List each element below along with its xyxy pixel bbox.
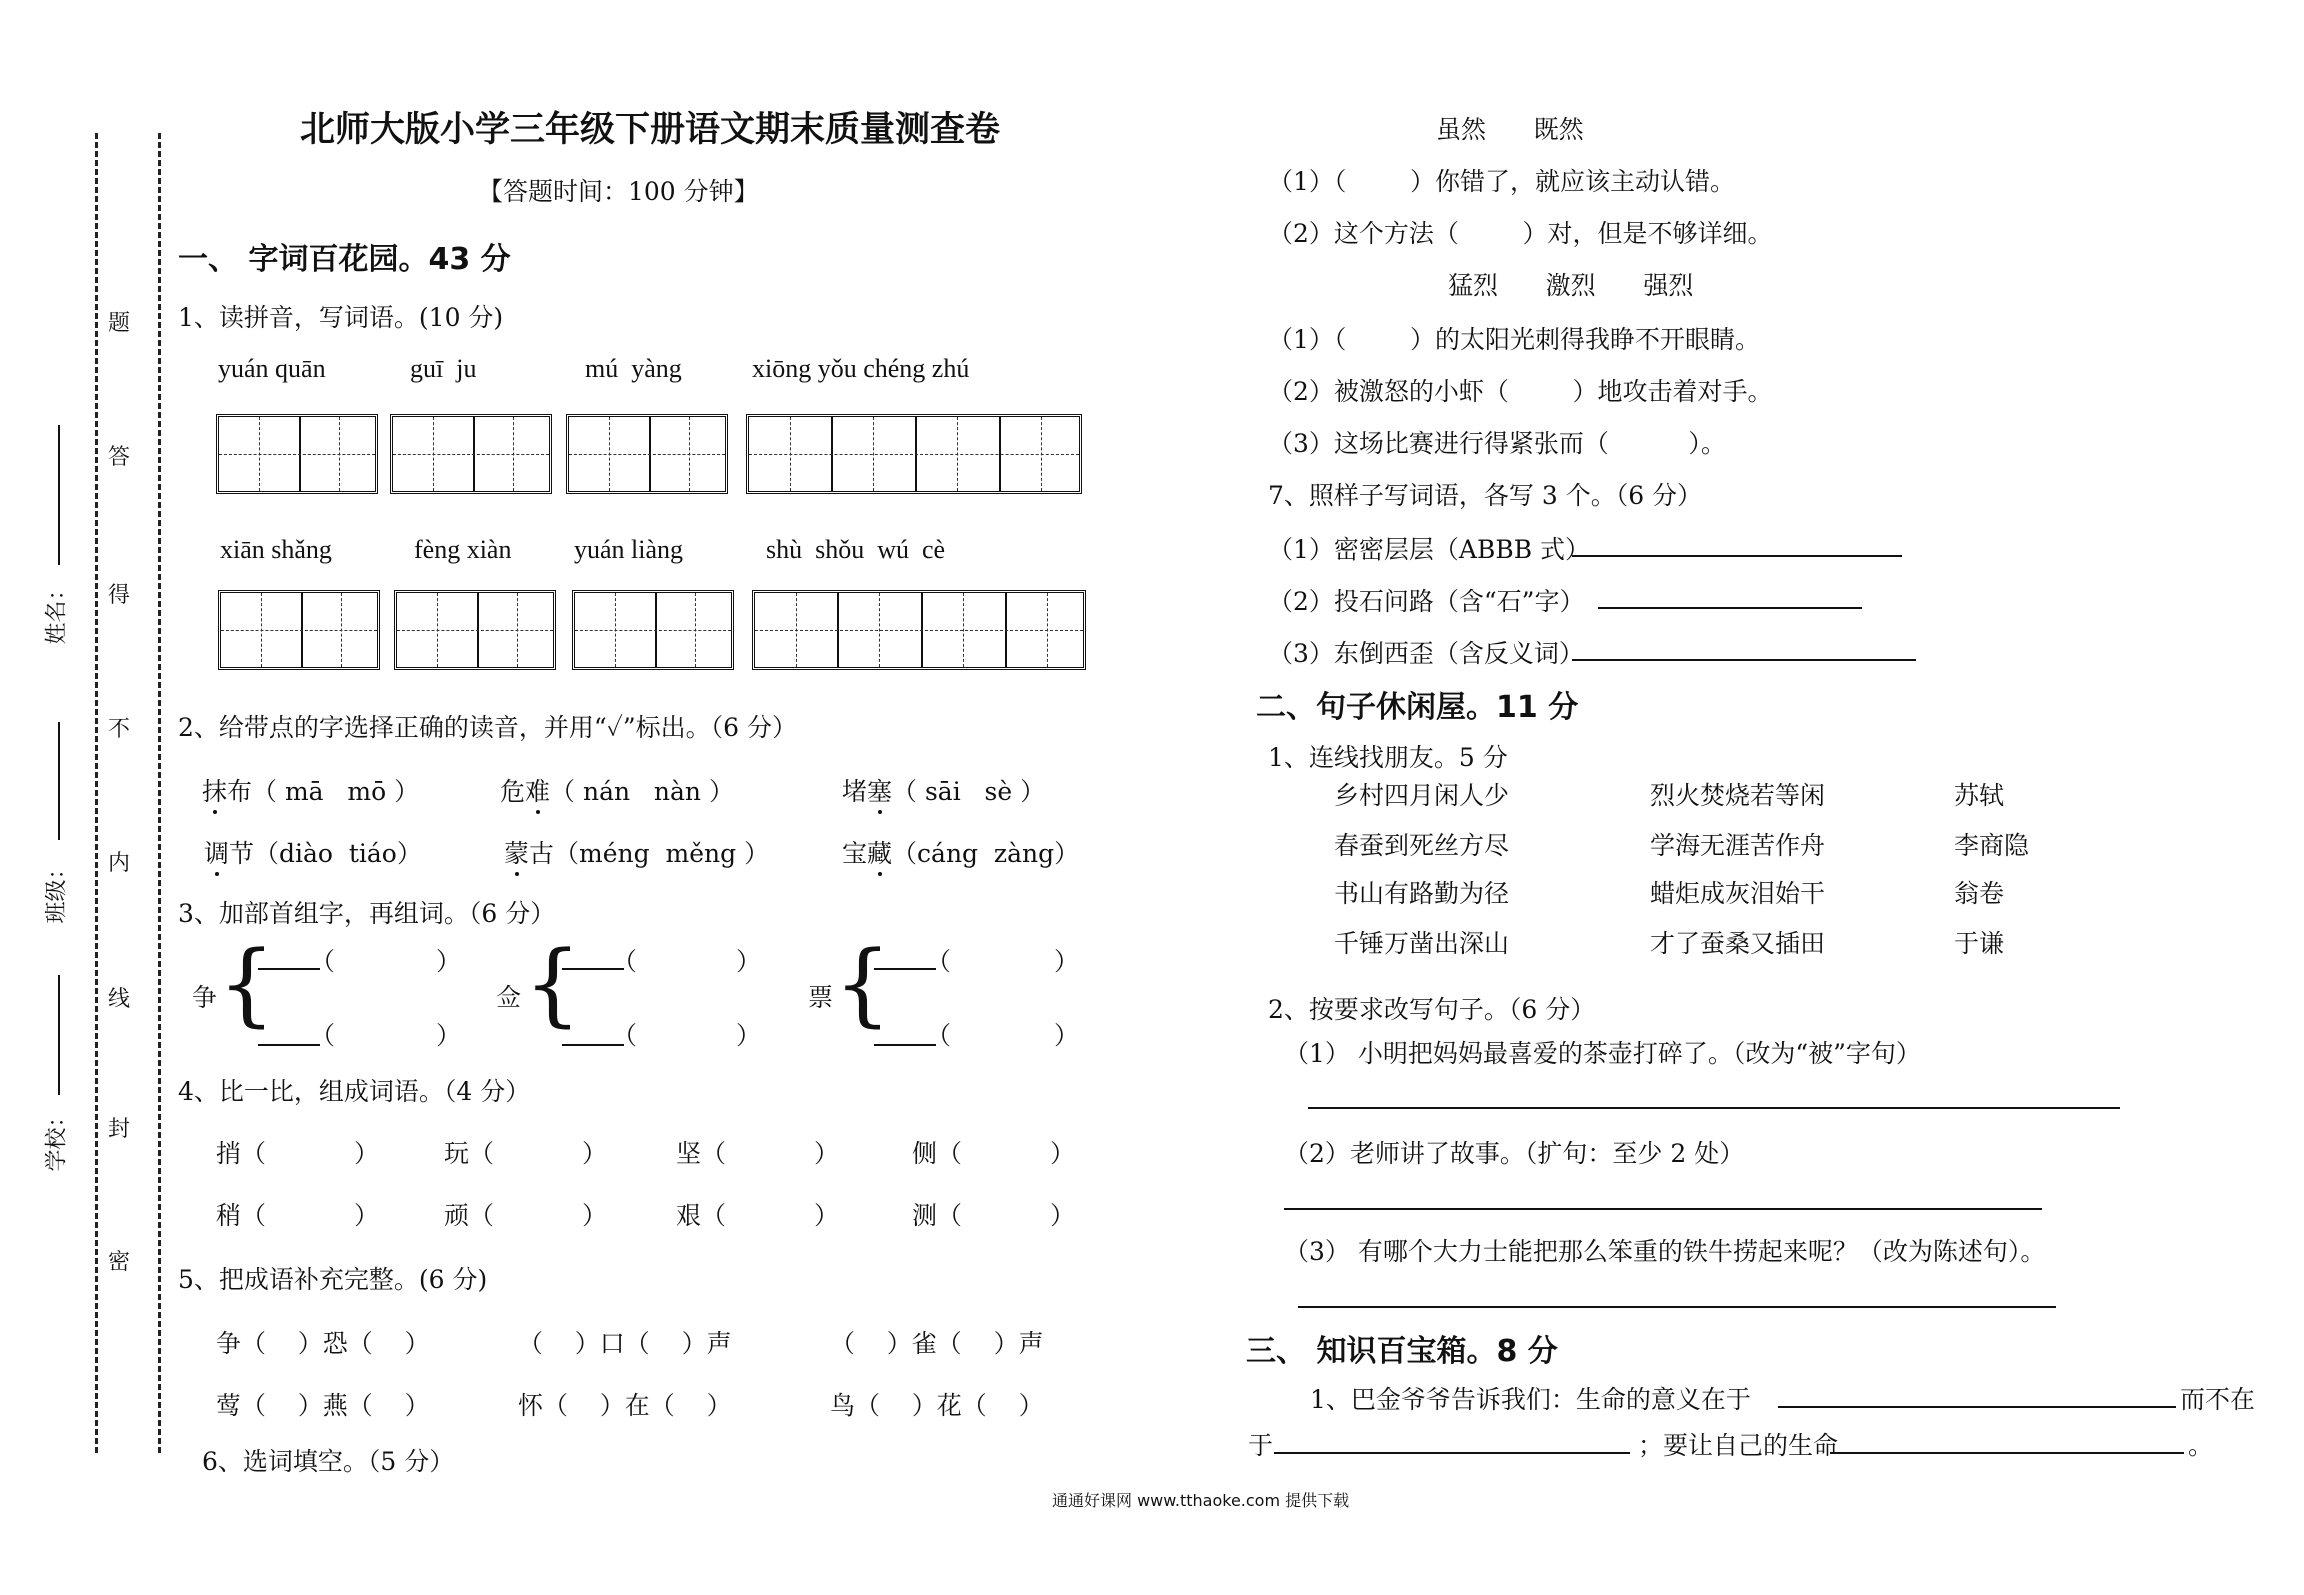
footer-credit: 通通好课网 www.tthaoke.com 提供下载 — [1052, 1491, 1350, 1510]
match-col3-item[interactable]: 于谦 — [1954, 929, 2005, 958]
q7-label: 7、照样子写词语，各写 3 个。（6 分） — [1268, 481, 1703, 510]
writing-grid[interactable] — [394, 590, 556, 670]
compare-item[interactable]: 稍（ ） — [216, 1201, 380, 1230]
paren: ） — [1054, 1021, 1080, 1050]
answer-line[interactable] — [1830, 1452, 2184, 1454]
pinyin-label: xiōng yǒu chéng zhú — [752, 354, 970, 383]
school-field[interactable] — [58, 975, 60, 1095]
binding-char: 内 — [107, 851, 130, 876]
name-field[interactable] — [58, 425, 60, 565]
binding-char: 线 — [107, 987, 130, 1012]
match-label: 1、连线找朋友。5 分 — [1268, 743, 1508, 772]
q6-label: 6、选词填空。（5 分） — [202, 1447, 455, 1476]
q7-a: （1）密密层层（ABBB 式） — [1268, 535, 1591, 564]
match-col3-item[interactable]: 苏轼 — [1954, 781, 2005, 810]
answer-line[interactable] — [1284, 1208, 2042, 1210]
writing-grid[interactable] — [218, 590, 380, 670]
writing-grid[interactable] — [566, 414, 728, 494]
pinyin-label: shù shǒu wú cè — [766, 535, 946, 564]
pronunciation-item[interactable]: 宝藏（cáng zàng） — [842, 834, 1079, 870]
answer-line[interactable] — [1778, 1406, 2176, 1408]
q1-label: 1、读拼音，写词语。(10 分) — [178, 303, 504, 332]
writing-grid[interactable] — [752, 590, 1086, 670]
answer-line[interactable] — [1572, 659, 1916, 661]
fill-sentence[interactable]: （3）这场比赛进行得紧张而（ ）。 — [1268, 429, 1726, 458]
compare-item[interactable]: 测（ ） — [912, 1201, 1076, 1230]
fill-sentence[interactable]: （1）（ ）你错了，就应该主动认错。 — [1268, 167, 1735, 196]
fill-sentence[interactable]: （1）（ ）的太阳光刺得我睁不开眼睛。 — [1268, 325, 1760, 354]
q5-label: 5、把成语补充完整。(6 分) — [178, 1265, 488, 1294]
rewrite-c: （3） 有哪个大力士能把那么笨重的铁牛捞起来呢？（改为陈述句）。 — [1284, 1237, 2046, 1266]
compare-item[interactable]: 捎（ ） — [216, 1139, 380, 1168]
writing-grid[interactable] — [390, 414, 552, 494]
section-2-title: 二、句子休闲屋。11 分 — [1256, 690, 1579, 725]
rewrite-label: 2、按要求改写句子。（6 分） — [1268, 995, 1596, 1024]
class-label: 班级： — [44, 857, 70, 924]
binding-char: 题 — [107, 311, 130, 336]
word-choices: 猛烈 激烈 强烈 — [1448, 271, 1694, 300]
pronunciation-item[interactable]: 调节（diào tiáo） — [204, 834, 422, 870]
knowledge-q1-cont: 于 — [1248, 1431, 1274, 1460]
binding-char: 不 — [107, 717, 130, 742]
match-col2-item[interactable]: 烈火焚烧若等闲 — [1650, 781, 1826, 810]
pronunciation-item[interactable]: 堵塞（ sāi sè ） — [842, 772, 1045, 808]
radical-char: 争 — [192, 983, 218, 1012]
q7-c: （3）东倒西歪（含反义词） — [1268, 639, 1584, 668]
knowledge-q1-cont: 。 — [2188, 1431, 2214, 1460]
match-col2-item[interactable]: 才了蚕桑又插田 — [1650, 929, 1826, 958]
knowledge-q1: 1、巴金爷爷告诉我们：生命的意义在于 — [1310, 1385, 1751, 1414]
paren: ） — [736, 1021, 762, 1050]
answer-line[interactable] — [1308, 1107, 2120, 1109]
page-title: 北师大版小学三年级下册语文期末质量测查卷 — [300, 110, 1001, 150]
idiom-item[interactable]: （ ）雀（ ）声 — [830, 1329, 1044, 1358]
match-col2-item[interactable]: 学海无涯苦作舟 — [1650, 831, 1826, 860]
fill-sentence[interactable]: （2）这个方法（ ）对，但是不够详细。 — [1268, 219, 1773, 248]
compare-item[interactable]: 艰（ ） — [676, 1201, 840, 1230]
match-col3-item[interactable]: 翁卷 — [1954, 879, 2005, 908]
idiom-item[interactable]: 莺（ ）燕（ ） — [216, 1391, 430, 1420]
pinyin-label: guī ju — [410, 354, 477, 383]
pinyin-label: yuán quān — [218, 354, 326, 383]
pronunciation-item[interactable]: 蒙古（méng měng ） — [504, 834, 769, 870]
q4-label: 4、比一比，组成词语。（4 分） — [178, 1077, 531, 1106]
paren: （ — [926, 947, 952, 976]
pinyin-label: fèng xiàn — [414, 535, 512, 564]
answer-line[interactable] — [1274, 1452, 1630, 1454]
idiom-item[interactable]: 怀（ ）在（ ） — [518, 1391, 732, 1420]
section-3-title: 三、 知识百宝箱。8 分 — [1246, 1334, 1558, 1369]
knowledge-q1-cont: 而不在 — [2180, 1385, 2256, 1414]
name-label: 姓名： — [44, 578, 70, 645]
rewrite-b: （2）老师讲了故事。（扩句：至少 2 处） — [1284, 1139, 1745, 1168]
compare-item[interactable]: 顽（ ） — [444, 1201, 608, 1230]
binding-line-inner — [158, 133, 161, 1453]
rewrite-a: （1） 小明把妈妈最喜爱的茶壶打碎了。（改为“被”字句） — [1284, 1039, 1921, 1068]
match-col3-item[interactable]: 李商隐 — [1954, 831, 2030, 860]
pronunciation-item[interactable]: 抹布（ mā mō ） — [202, 772, 419, 808]
match-col1-item[interactable]: 书山有路勤为径 — [1334, 879, 1510, 908]
writing-grid[interactable] — [216, 414, 378, 494]
pinyin-label: yuán liàng — [574, 535, 684, 564]
brace: { — [834, 932, 892, 1037]
binding-char: 得 — [107, 583, 130, 608]
class-field[interactable] — [58, 722, 60, 840]
fill-sentence[interactable]: （2）被激怒的小虾（ ）地攻击着对手。 — [1268, 377, 1773, 406]
radical-char: 票 — [808, 983, 834, 1012]
paren: ） — [736, 947, 762, 976]
section-1-title: 一、 字词百花园。43 分 — [178, 242, 511, 277]
q2-label: 2、给带点的字选择正确的读音，并用“✓”标出。（6 分） — [178, 713, 797, 742]
idiom-item[interactable]: （ ）口（ ）声 — [518, 1329, 732, 1358]
compare-item[interactable]: 坚（ ） — [676, 1139, 840, 1168]
paren: ） — [436, 1021, 462, 1050]
school-label: 学校： — [44, 1105, 70, 1172]
idiom-item[interactable]: 鸟（ ）花（ ） — [830, 1391, 1044, 1420]
answer-time: 【答题时间：100 分钟】 — [478, 177, 759, 206]
word-choices: 虽然 既然 — [1436, 115, 1584, 144]
compare-item[interactable]: 玩（ ） — [444, 1139, 608, 1168]
pinyin-label: xiān shǎng — [220, 535, 332, 564]
compare-item[interactable]: 侧（ ） — [912, 1139, 1076, 1168]
paren: （ — [926, 1021, 952, 1050]
writing-grid[interactable] — [572, 590, 734, 670]
q7-b: （2）投石问路（含“石”字） — [1268, 587, 1585, 616]
paren: （ — [612, 1021, 638, 1050]
knowledge-q1-cont: ；要让自己的生命 — [1638, 1431, 1839, 1460]
answer-line[interactable] — [1572, 555, 1902, 557]
binding-char: 密 — [107, 1250, 130, 1275]
q3-label: 3、加部首组字，再组词。（6 分） — [178, 899, 556, 928]
paren: （ — [310, 1021, 336, 1050]
binding-char: 答 — [107, 445, 130, 470]
binding-char: 封 — [107, 1117, 130, 1142]
answer-line[interactable] — [1598, 607, 1862, 609]
paren: （ — [310, 947, 336, 976]
brace: { — [524, 932, 582, 1037]
binding-line-outer — [95, 133, 98, 1453]
answer-line[interactable] — [1298, 1306, 2056, 1308]
paren: ） — [1054, 947, 1080, 976]
paren: （ — [612, 947, 638, 976]
match-col1-item[interactable]: 千锤万凿出深山 — [1334, 929, 1510, 958]
pronunciation-item[interactable]: 危难（ nán nàn ） — [500, 772, 734, 808]
radical-char: 佥 — [496, 983, 522, 1012]
brace: { — [218, 932, 276, 1037]
match-col1-item[interactable]: 乡村四月闲人少 — [1334, 781, 1510, 810]
paren: ） — [436, 947, 462, 976]
idiom-item[interactable]: 争（ ）恐（ ） — [216, 1329, 430, 1358]
pinyin-label: mú yàng — [585, 354, 682, 383]
match-col2-item[interactable]: 蜡炬成灰泪始干 — [1650, 879, 1826, 908]
writing-grid[interactable] — [746, 414, 1082, 494]
match-col1-item[interactable]: 春蚕到死丝方尽 — [1334, 831, 1510, 860]
